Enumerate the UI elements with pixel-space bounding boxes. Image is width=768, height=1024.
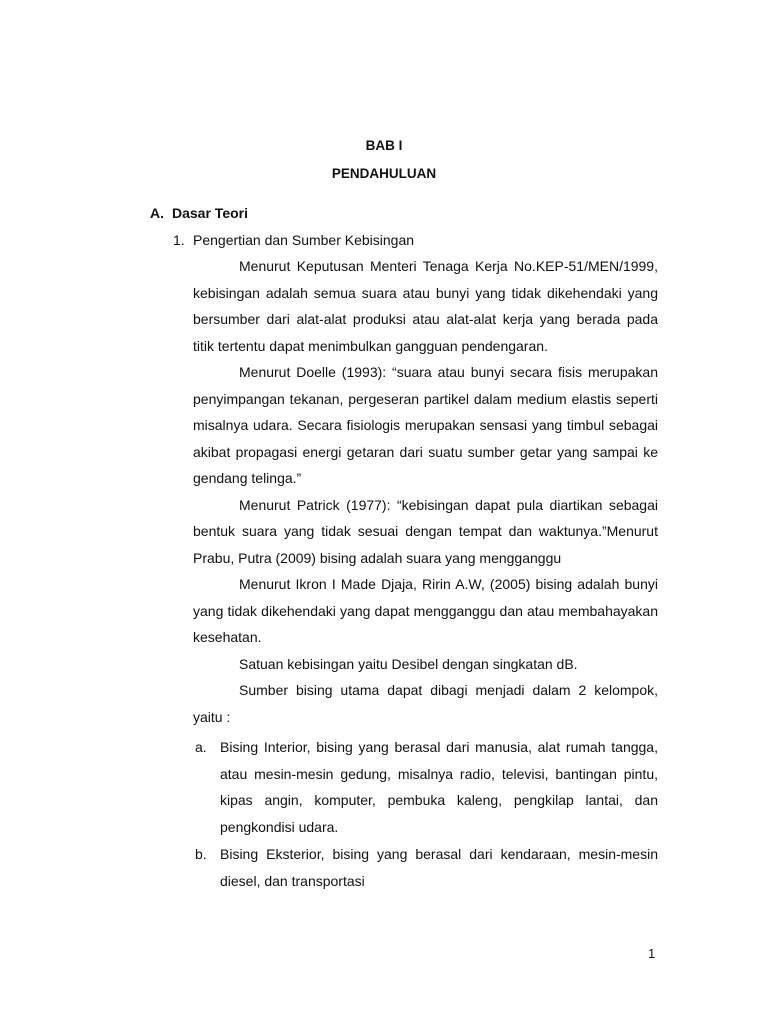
paragraph-kepmen: Menurut Keputusan Menteri Tenaga Kerja No.KEP-51/MEN/1999, kebisingan adalah semua suara atau bunyi yang tidak dikehendaki yang bersumber dari alat-alat produksi atau alat-alat kerja yang berada pada titik tertentu dapat menimbulkan gangguan pendengaran. (193, 258, 658, 354)
chapter-label: BAB I (365, 138, 403, 153)
section-heading (150, 205, 248, 221)
list-item-text: Bising Eksterior, bising yang berasal dari kendaraan, mesin-mesin diesel, dan transportasi (220, 846, 658, 889)
list-marker: b. (195, 846, 207, 862)
paragraph-sumber: Sumber bising utama dapat dibagi menjadi dalam 2 kelompok, yaitu : (193, 682, 658, 725)
paragraph-ikron: Menurut Ikron I Made Djaja, Ririn A.W, (2005) bising adalah bunyi yang tidak dikehendaki yang dapat mengganggu dan atau membahayakan kesehatan. (193, 576, 658, 645)
section-title: Dasar Teori (172, 205, 248, 221)
subsection-title: Pengertian dan Sumber Kebisingan (193, 232, 415, 248)
page-number: 1 (648, 946, 656, 961)
body-text (193, 253, 658, 730)
section-marker: A. (150, 205, 164, 221)
list-item (195, 841, 658, 894)
list-item-text: Bising Interior, bising yang berasal dari manusia, alat rumah tangga, atau mesin-mesin gedung, misalnya radio, televisi, bantingan pintu, kipas angin, komputer, pembuka kaleng, pengkilap lantai, dan pengkondisi udara. (220, 739, 658, 835)
paragraph-satuan: Satuan kebisingan yaitu Desibel dengan singkatan dB. (239, 655, 578, 672)
list-item (195, 734, 658, 840)
list-marker: a. (195, 739, 207, 755)
subsection-marker: 1. (173, 232, 185, 248)
paragraph-patrick: Menurut Patrick (1977): “kebisingan dapat pula diartikan sebagai bentuk suara yang tidak sesuai dengan tempat dan waktunya.”Menurut Prabu, Putra (2009) bising adalah suara yang mengganggu (193, 496, 658, 566)
chapter-title: PENDAHULUAN (331, 166, 437, 181)
subsection-heading (173, 232, 414, 248)
paragraph-doelle: Menurut Doelle (1993): “suara atau bunyi secara fisis merupakan penyimpangan tekanan, pergeseran partikel dalam medium elastis seperti misalnya udara. Secara fisiologis merupakan sensasi yang timbul sebagai akibat propagasi energi getaran dari suatu sumber getar yang sampai ke gendang telinga.” (193, 364, 658, 486)
